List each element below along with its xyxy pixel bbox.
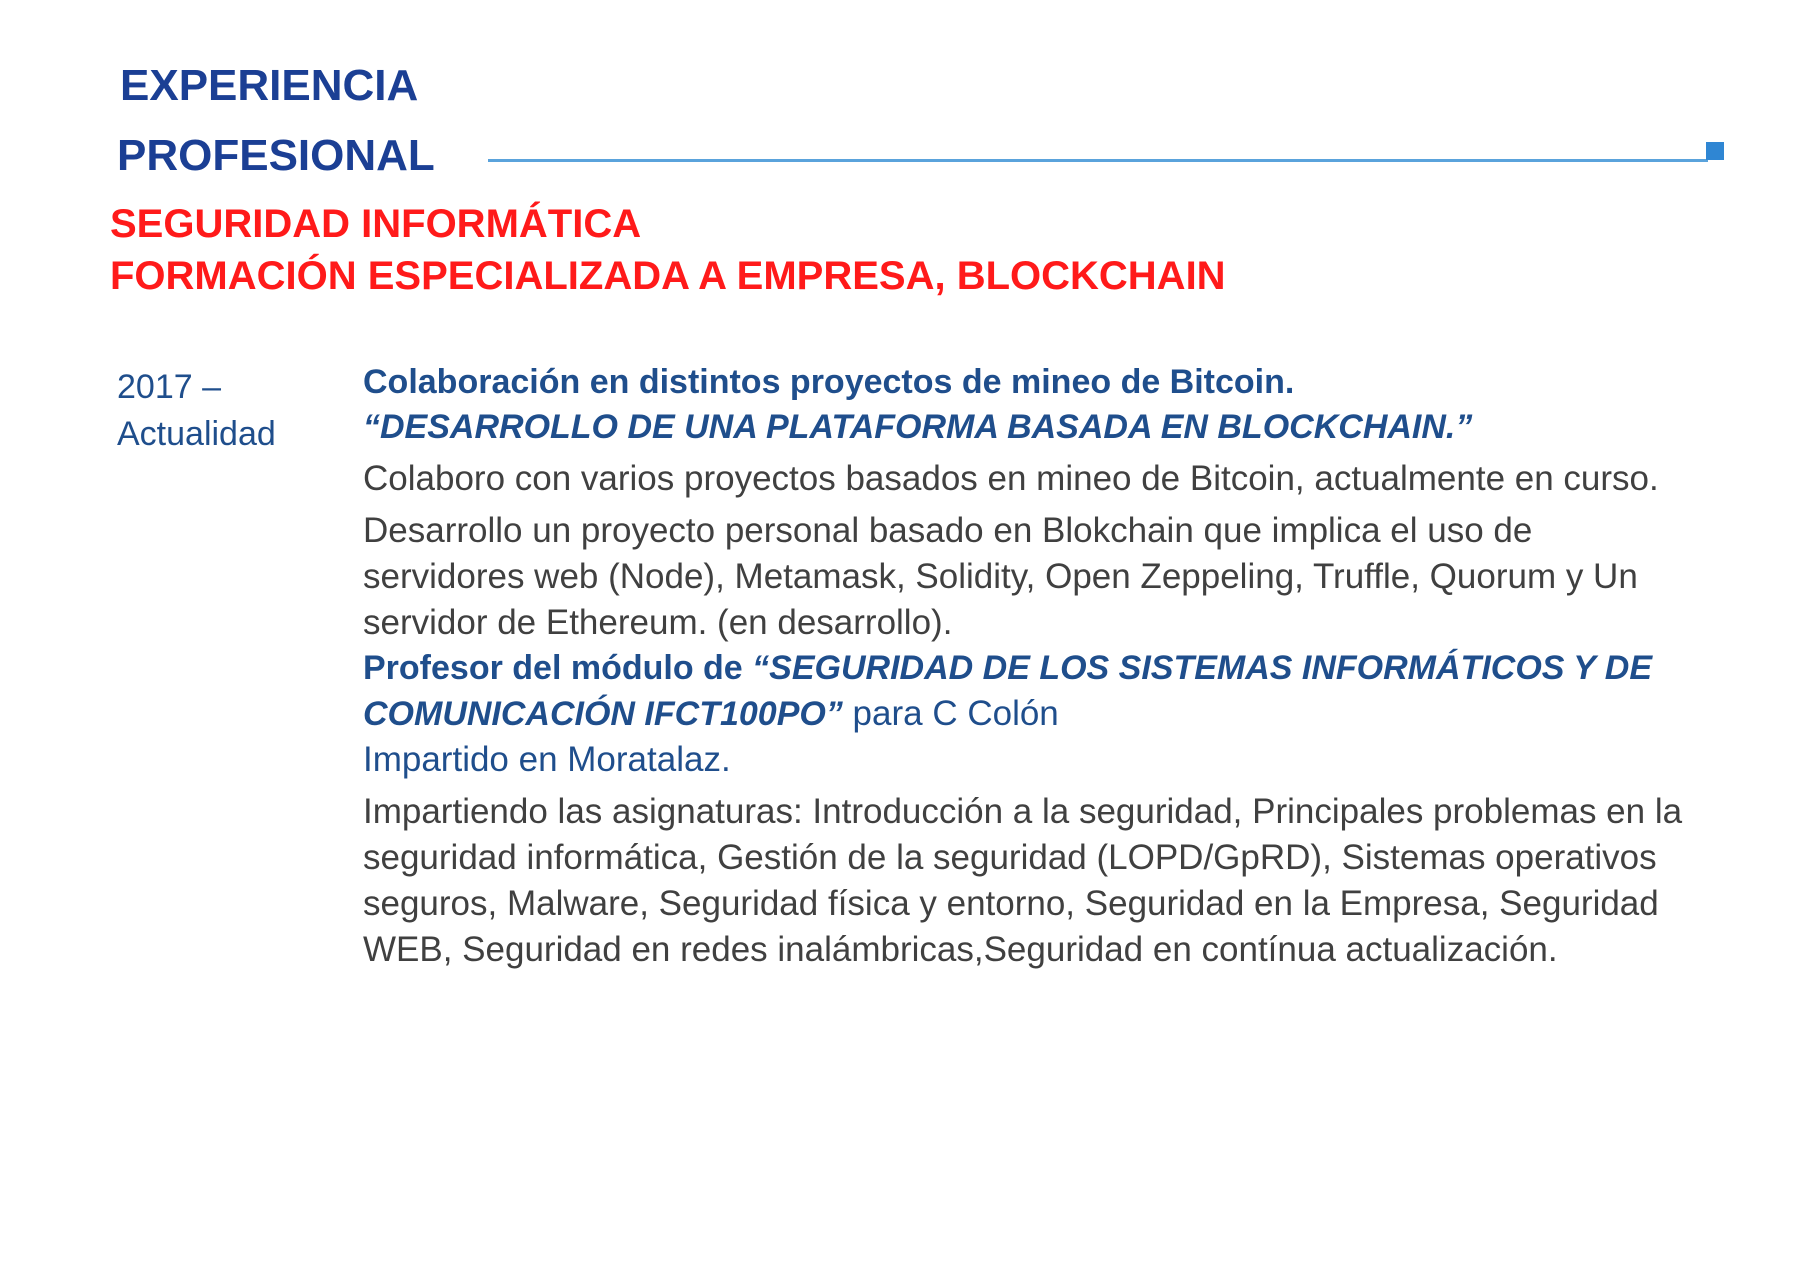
job2-heading [363, 646, 1693, 737]
job1-project: “DESARROLLO DE UNA PLATAFORMA BASADA EN BLOCKCHAIN.” [363, 408, 1473, 446]
entry-date [117, 364, 276, 458]
subtitle-line-2: FORMACIÓN ESPECIALIZADA A EMPRESA, BLOCKCHAIN [110, 254, 1226, 298]
job1-paragraph-2: Desarrollo un proyecto personal basado en Blokchain que implica el uso de servidores web (Node), Metamask, Solidity, Open Zeppeling, Truffle, Quorum y Un servidor de Ethereum. (en desarrollo). [363, 511, 1638, 642]
job2-place: Impartido en Moratalaz. [363, 740, 731, 779]
title-divider [488, 159, 1708, 162]
job2-heading-suffix: para C Colón [842, 694, 1059, 733]
job2-heading-prefix: Profesor del módulo de [363, 649, 753, 687]
subtitle-line-1: SEGURIDAD INFORMÁTICA [110, 202, 642, 246]
entry-date-start: 2017 – [117, 368, 221, 406]
section-title-line-2: PROFESIONAL [117, 131, 435, 180]
job1-heading: Colaboración en distintos proyectos de mineo de Bitcoin. [363, 363, 1295, 401]
job2-module-name: “SEGURIDAD DE LOS SISTEMAS INFORMÁTICOS Y DE COMUNICACIÓN IFCT100PO” [363, 649, 1653, 733]
section-title-line-1: EXPERIENCIA [120, 61, 419, 110]
job2-paragraph: Impartiendo las asignaturas: Introducción a la seguridad, Principales problemas en la seguridad informática, Gestión de la seguridad (LOPD/GpRD), Sistemas operativos seguros, Malware, Seguridad física y entorno, Seguridad en la Empresa, Seguridad WEB, Seguridad en redes inalámbricas,Seguridad en contínua actualización. [363, 792, 1683, 969]
entry-content [363, 360, 1693, 973]
entry-date-end: Actualidad [117, 415, 276, 453]
divider-end-square [1706, 142, 1724, 160]
job1-paragraph-1: Colaboro con varios proyectos basados en mineo de Bitcoin, actualmente en curso. [363, 459, 1659, 498]
